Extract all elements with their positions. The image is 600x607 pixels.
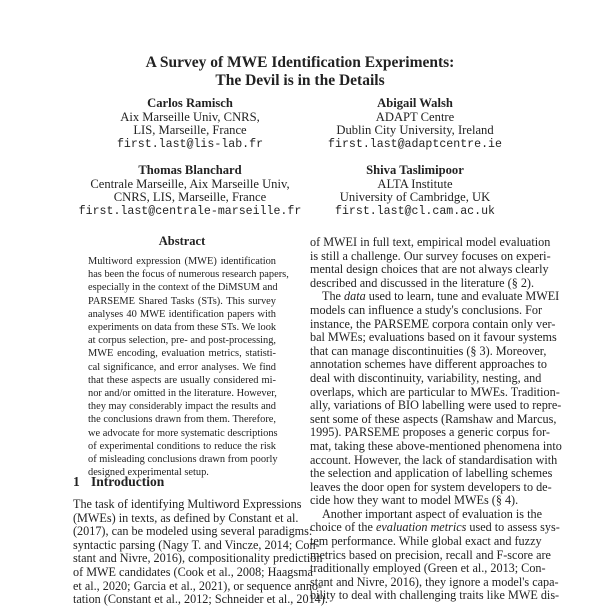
section-number: 1 — [73, 474, 80, 489]
author-email[interactable]: first.last@centrale-marseille.fr — [78, 204, 302, 218]
text-line: is still a challenge. Our survey focuses on experi- — [310, 248, 551, 263]
text-line: of MWE candidates (Cook et al., 2008; Haagsma — [73, 564, 313, 579]
text-line: of misleading conclusions drawn from poorly — [88, 454, 278, 466]
title-line-1: A Survey of MWE Identification Experiments: — [145, 54, 455, 71]
text-line: (2017), can be modeled using several paradigms: — [73, 524, 313, 539]
text-line: account. However, the lack of standardisation with — [310, 452, 558, 467]
text-line: models can influence a study's conclusions. For — [310, 302, 543, 317]
text-line: et al., 2020; Garcia et al., 2021), or sequence anno- — [73, 578, 323, 593]
text-line: the selection and application of labelling schemes — [310, 466, 553, 481]
author-email[interactable]: first.last@adaptcentre.ie — [328, 137, 502, 151]
text-line: syntactic parsing (Nagy T. and Vincze, 2014; Con- — [73, 537, 320, 552]
text-line: cal significance, and error analyses. We find — [88, 361, 276, 373]
author-affiliation: LIS, Marseille, France — [133, 123, 247, 138]
text-line: tation (Constant et al., 2012; Schneider et al., 2014). — [73, 592, 328, 607]
text-line: analyses 40 MWE identification papers with — [88, 308, 276, 320]
text-line: sent some of these aspects (Ramshaw and Marcus, — [310, 411, 557, 426]
text-line: they may considerably impact the results and — [88, 401, 276, 413]
text-line: Another important aspect of evaluation is the — [322, 506, 542, 521]
text-line: stant and Nivre, 2016), compositionality prediction — [73, 551, 323, 566]
text-line: bility to deal with challenging traits like MWE dis- — [310, 588, 560, 603]
author-email[interactable]: first.last@lis-lab.fr — [116, 137, 264, 151]
author-affiliation: Aix Marseille Univ, CNRS, — [120, 109, 260, 124]
text-line: MWE encoding, evaluation metrics, statisti- — [88, 348, 276, 360]
author-affiliation: ADAPT Centre — [375, 109, 455, 124]
text-line: (MWEs) in texts, as defined by Constant et al. — [73, 510, 299, 525]
author-name: Thomas Blanchard — [138, 163, 242, 177]
text-line: PARSEME Shared Tasks (STs). This survey — [88, 295, 276, 307]
text-line: experiments on data from these STs. We look — [88, 322, 277, 334]
right-column-text — [310, 235, 562, 603]
paragraph — [310, 289, 562, 508]
author-affiliation: Dublin City University, Ireland — [336, 123, 494, 138]
author-name: Shiva Taslimipoor — [366, 163, 464, 177]
text-line: stant and Nivre, 2016), they ignore a model's capa- — [310, 574, 559, 589]
text-line: mental design choices that are not always clearly — [310, 262, 549, 277]
text-line: Multiword expression (MWE) identification — [88, 256, 276, 267]
text-line: tem performance. While global exact and fuzzy — [310, 534, 542, 549]
text-line: The task of identifying Multiword Expressions — [73, 497, 302, 511]
text-line: ally, variations of BIO labelling were used to repre- — [310, 398, 562, 413]
text-line: of MWEI in full text, empirical model evaluation — [310, 235, 551, 249]
text-line: that can manage discontinuities (§ 3). Moreover, — [310, 343, 547, 358]
author-block — [70, 164, 310, 218]
text-line: at corpus selection, pre- and post-processing, — [88, 335, 276, 347]
author-name: Carlos Ramisch — [147, 96, 233, 110]
author-affiliation: University of Cambridge, UK — [339, 190, 491, 205]
section-heading — [73, 474, 164, 490]
text-line: nor and/or omitted in the literature. However, — [88, 388, 277, 400]
abstract-body — [88, 255, 289, 479]
text-line: traditionally employed (Green et al., 2013; Con- — [310, 561, 546, 576]
text-line: has been the focus of numerous research papers, — [88, 269, 289, 281]
text-line: leaves the door open for system developers to de- — [310, 479, 552, 494]
text-line: deal with discontinuity, variability, nesting, and — [310, 370, 542, 385]
abstract-heading: Abstract — [158, 234, 206, 248]
text-line: cide how they want to model MWEs (§ 4). — [310, 493, 519, 508]
text-line: the conclusions drawn from them. Therefore, — [88, 414, 276, 426]
text-line: mat, taking these above-mentioned phenomena into — [310, 438, 562, 453]
author-email[interactable]: first.last@cl.cam.ac.uk — [334, 204, 496, 218]
text-line: overlaps, which are particular to MWEs. Tradition- — [310, 384, 560, 399]
text-line: bal MWEs; evaluations based on it favour systems — [310, 330, 557, 345]
text-line: annotation schemes have different approaches to — [310, 357, 548, 372]
paragraph — [310, 235, 551, 290]
text-line: instance, the PARSEME corpora contain only ver- — [310, 316, 556, 331]
title-line-2: The Devil is in the Details — [215, 72, 385, 89]
text-line: choice of the evaluation metrics used to assess sys- — [310, 520, 560, 535]
text-line: described and discussed in the literature (§ 2). — [310, 275, 535, 290]
author-affiliation: Centrale Marseille, Aix Marseille Univ, — [90, 176, 290, 191]
section-title: Introduction — [91, 474, 165, 489]
text-line: metrics based on precision, recall and F-score are — [310, 547, 551, 562]
author-affiliation: ALTA Institute — [377, 176, 453, 191]
left-column-text — [73, 497, 328, 607]
text-line: that these aspects are usually considered mi- — [88, 374, 276, 386]
text-line: designed experimental setup. — [88, 467, 209, 479]
author-block — [295, 97, 535, 151]
paragraph — [310, 506, 560, 603]
text-line: we advocate for more systematic descriptions — [88, 427, 278, 439]
author-block — [70, 97, 310, 151]
text-line: especially in the context of the DiMSUM and — [88, 282, 278, 294]
author-affiliation: CNRS, LIS, Marseille, France — [113, 190, 267, 205]
author-name: Abigail Walsh — [377, 96, 453, 110]
text-line: The data used to learn, tune and evaluate MWEI — [322, 289, 560, 304]
paper-title — [0, 54, 600, 90]
author-block — [295, 164, 535, 218]
text-line: of experimental conditions to reduce the risk — [88, 440, 276, 452]
text-line: 1995). PARSEME proposes a generic corpus for- — [310, 425, 550, 440]
